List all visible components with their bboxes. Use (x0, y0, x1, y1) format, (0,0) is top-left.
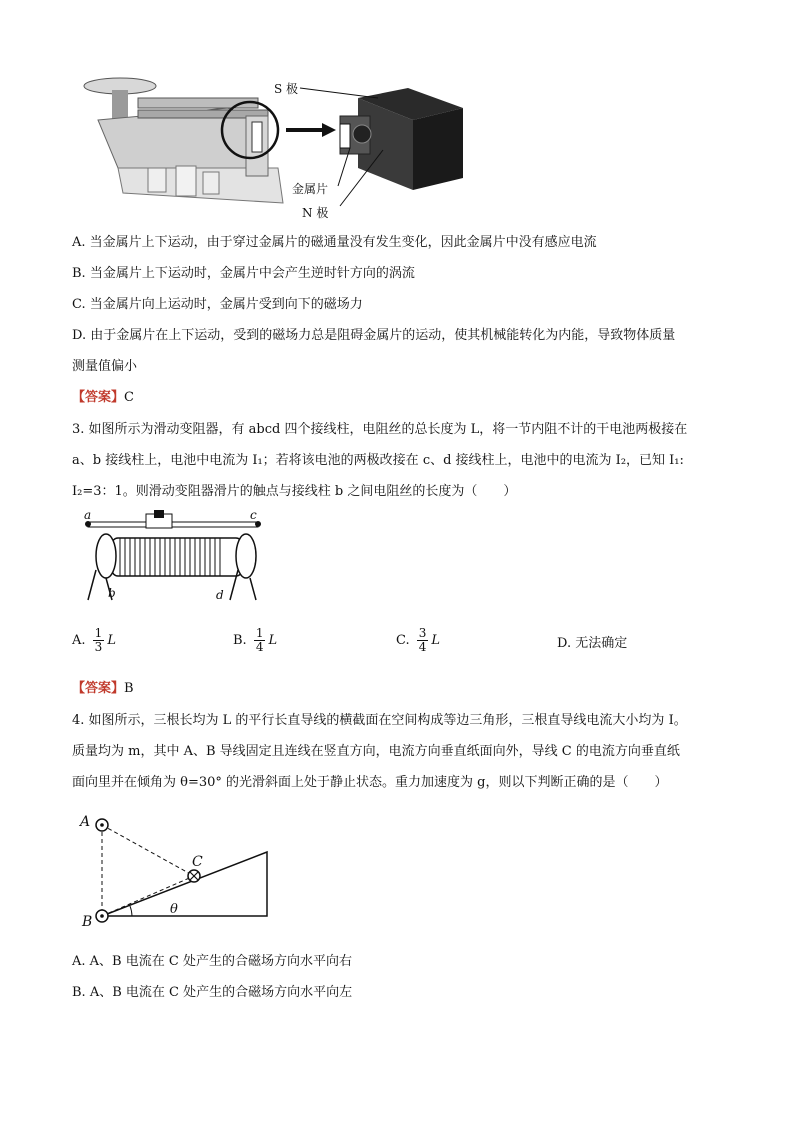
q2-answer (72, 389, 134, 407)
three-wires-diagram (72, 810, 282, 938)
terminal-d: d (216, 588, 224, 602)
fraction: $\frac{3}{4}$ (418, 626, 427, 654)
q3-answer (72, 680, 134, 698)
q3-line-1: 3. 如图所示为滑动变阻器，有 abcd 四个接线柱，电阻丝的总长度为 L，将一节内阻不计的干电池两极接在 (72, 422, 688, 437)
wire-label-a: A (80, 814, 91, 830)
label-n-pole: N 极 (302, 206, 329, 220)
wire-label-c: C (192, 854, 203, 870)
figure-balance-magnet (78, 68, 478, 220)
fraction: $\frac{1}{3}$ (94, 626, 103, 654)
label-metal-plate: 金属片 (292, 182, 329, 196)
fraction: $\frac{1}{4}$ (255, 626, 264, 654)
answer-value: B (124, 681, 134, 696)
answer-tag: 【答案】 (72, 681, 125, 696)
terminal-c: c (250, 508, 257, 522)
q3-option-c: C. $\frac{3}{4}$ L (396, 626, 441, 654)
q3-option-a: A. $\frac{1}{3}$ L (72, 626, 116, 654)
figure-rheostat (78, 508, 278, 608)
wire-label-b: B (82, 914, 93, 930)
q2-option-d: D. 由于金属片在上下运动，受到的磁场力总是阻碍金属片的运动，使其机械能转化为内能，导致物体质量 (72, 328, 676, 343)
q2-option-a: A. 当金属片上下运动，由于穿过金属片的磁通量没有发生变化，因此金属片中没有感应电流 (72, 235, 597, 250)
label-s-pole: S 极 (274, 82, 299, 96)
q2-option-c: C. 当金属片向上运动时，金属片受到向下的磁场力 (72, 297, 363, 312)
answer-tag: 【答案】 (72, 390, 125, 405)
q4-line-3: 面向里并在倾角为 θ=30° 的光滑斜面上处于静止状态。重力加速度为 g，则以下判断正确的是（ ） (72, 775, 668, 790)
q4-line-1: 4. 如图所示，三根长均为 L 的平行长直导线的横截面在空间构成等边三角形，三根直导线电流大小均为 I。 (72, 713, 687, 728)
q3-option-d: D. 无法确定 (557, 636, 628, 651)
q2-option-b: B. 当金属片上下运动时，金属片中会产生逆时针方向的涡流 (72, 266, 415, 281)
angle-theta: θ (170, 902, 178, 917)
q4-line-2: 质量均为 m，其中 A、B 导线固定且连线在竖直方向，电流方向垂直纸面向外，导线 C 的电流方向垂直纸 (72, 744, 680, 759)
q2-option-d-cont: 测量值偏小 (72, 359, 138, 374)
q4-option-b: B. A、B 电流在 C 处产生的合磁场方向水平向左 (72, 985, 353, 1000)
q3-option-b: B. $\frac{1}{4}$ L (233, 626, 278, 654)
answer-value: C (124, 390, 134, 405)
terminal-b: b (108, 586, 116, 600)
q3-line-3: I₂=3：1。则滑动变阻器滑片的触点与接线柱 b 之间电阻丝的长度为（ ） (72, 484, 517, 499)
q4-option-a: A. A、B 电流在 C 处产生的合磁场方向水平向右 (72, 954, 352, 969)
figure-three-wires (72, 810, 282, 938)
q3-line-2: a、b 接线柱上，电池中电流为 I₁；若将该电池的两极改接在 c、d 接线柱上，电池中的电流为 I₂，已知 I₁: (72, 453, 684, 468)
terminal-a: a (84, 508, 92, 522)
